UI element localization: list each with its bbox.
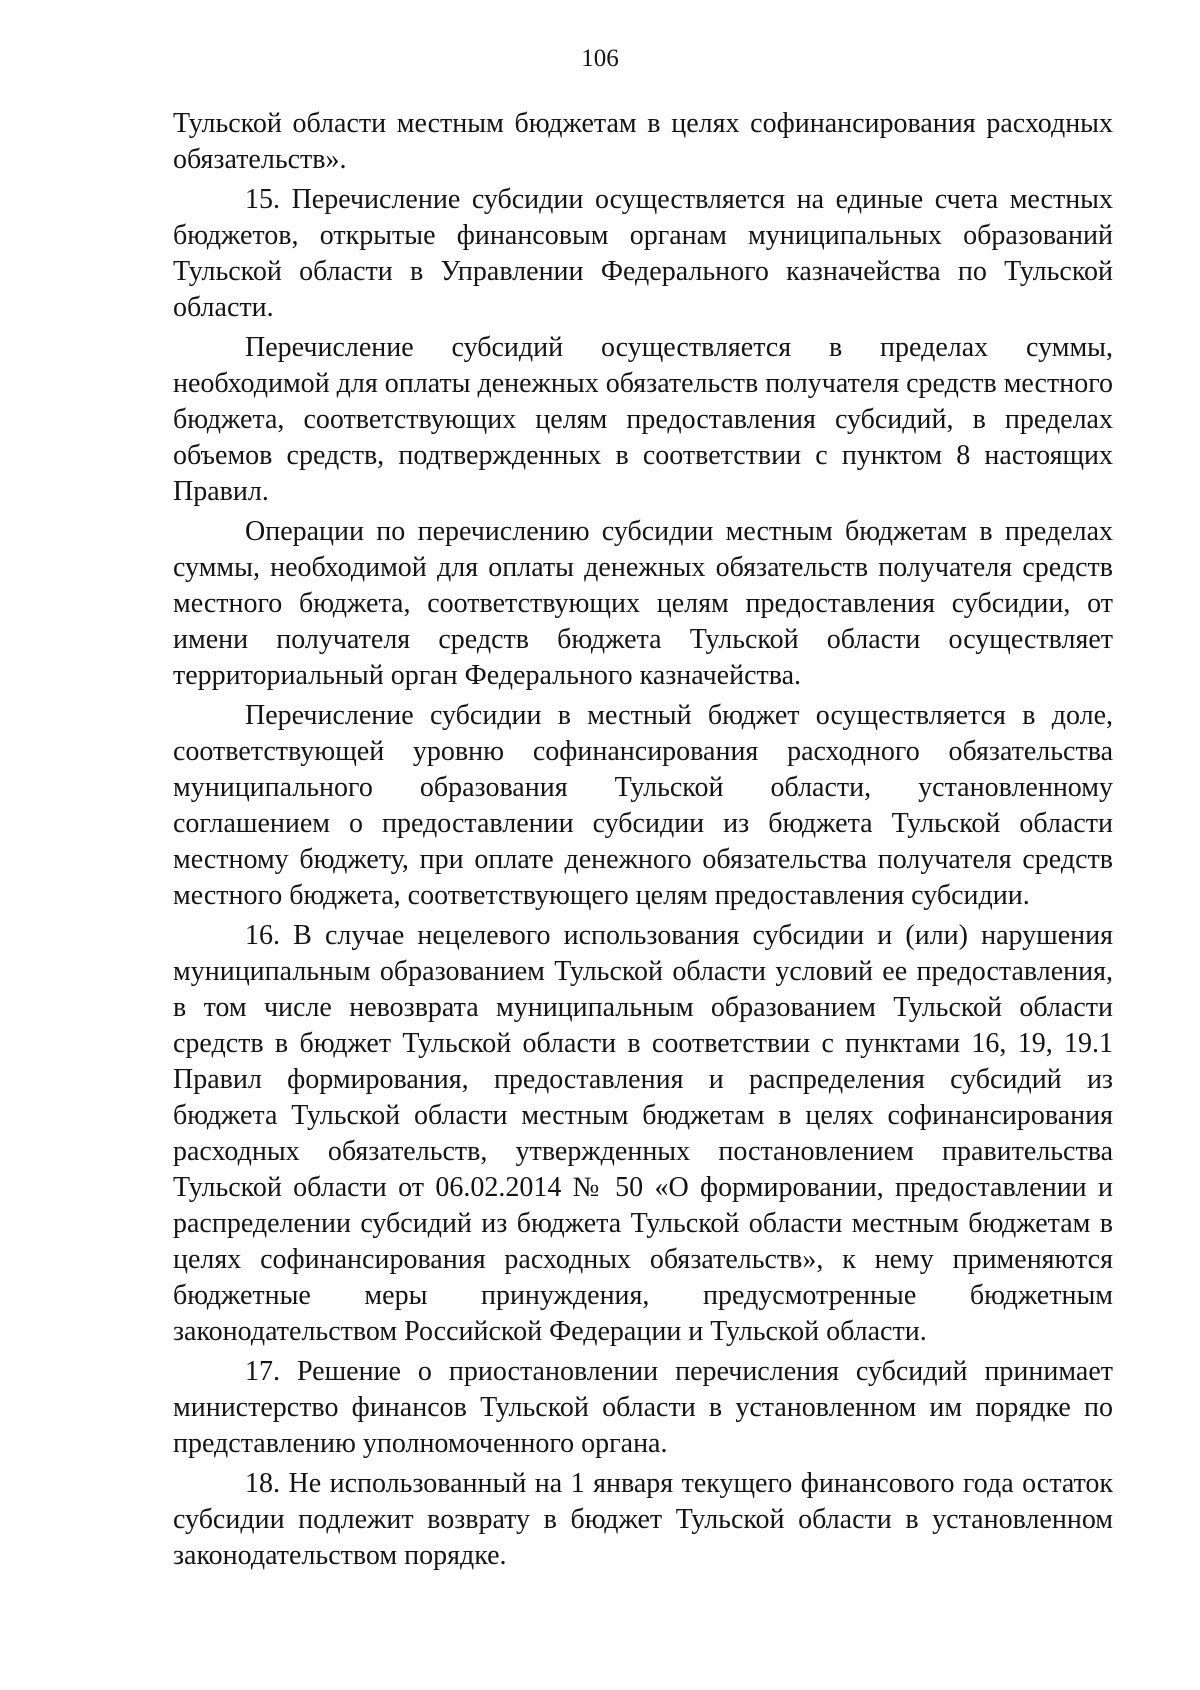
paragraph-item-18: 18. Не использованный на 1 января текущего финансового года остаток субсидии подлежит возврату в бюджет Тульской области в установленном законодательством порядке. (173, 1468, 1113, 1571)
paragraph-transfer-limits: Перечисление субсидий осуществляется в пределах суммы, необходимой для оплаты денежных обязательств получателя средств местного бюджета, соответствующих целям предоставления субсидий, в пределах объемов средств, подтвержденных в соответствии с пунктом 8 настоящих Правил. (173, 332, 1113, 507)
paragraph-item-17: 17. Решение о приостановлении перечисления субсидий принимает министерство финансов Тульской области в установленном им порядке по представлению уполномоченного органа. (173, 1356, 1113, 1459)
paragraph-continuation: Тульской области местным бюджетам в целях софинансирования расходных обязательств». (173, 108, 1113, 175)
paragraph-transfer-operations: Операции по перечислению субсидии местным бюджетам в пределах суммы, необходимой для оплаты денежных обязательств получателя средств местного бюджета, соответствующих целям предоставления субсидии, от имени получателя средств бюджета Тульской области осуществляет территориальный орган Федерального казначейства. (173, 516, 1113, 691)
paragraph-item-16: 16. В случае нецелевого использования субсидии и (или) нарушения муниципальным образованием Тульской области условий ее предоставления, в том числе невозврата муниципальным образованием Тульской области средств в бюджет Тульской области в соответствии с пунктами 16, 19, 19.1 Правил формирования, предоставления и распределения субсидий из бюджета Тульской области местным бюджетам в целях софинансирования расходных обязательств, утвержденных постановлением правительства Тульской области от 06.02.2014 № 50 «О формировании, предоставлении и распределении субсидий из бюджета Тульской области местным бюджетам в целях софинансирования расходных обязательств», к нему применяются бюджетные меры принуждения, предусмотренные бюджетным законодательством Российской Федерации и Тульской области. (173, 920, 1113, 1347)
document-body (173, 106, 1113, 1578)
paragraph-transfer-share: Перечисление субсидии в местный бюджет осуществляется в доле, соответствующей уровню софинансирования расходного обязательства муниципального образования Тульской области, установленному соглашением о предоставлении субсидии из бюджета Тульской области местному бюджету, при оплате денежного обязательства получателя средств местного бюджета, соответствующего целям предоставления субсидии. (173, 700, 1113, 911)
page-number: 106 (581, 45, 619, 72)
paragraph-item-15: 15. Перечисление субсидии осуществляется на единые счета местных бюджетов, открытые финансовым органам муниципальных образований Тульской области в Управлении Федерального казначейства по Тульской области. (173, 184, 1113, 323)
